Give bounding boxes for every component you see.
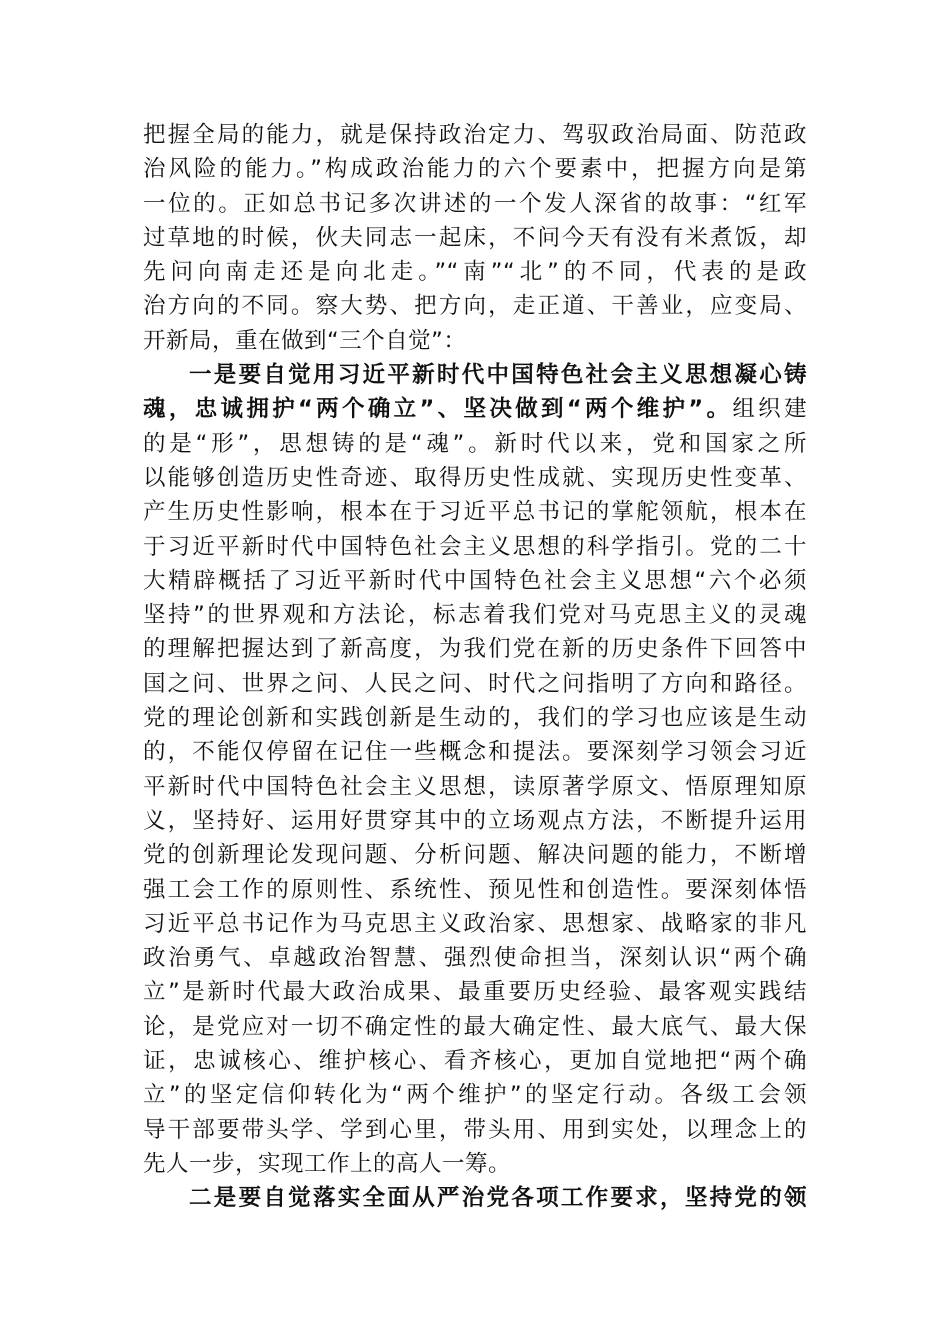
body-text: 习近平总书记作为马克思主义政治家、思想家、战略家的非凡 bbox=[143, 910, 807, 937]
text-line bbox=[143, 598, 807, 632]
body-text: 组织建 bbox=[732, 396, 807, 423]
text-line bbox=[143, 804, 807, 838]
text-line bbox=[143, 1078, 807, 1112]
body-text: 导干部要带头学、学到心里，带头用、用到实处，以理念上的 bbox=[143, 1116, 807, 1143]
body-text: 论，是党应对一切不确定性的最大确定性、最大底气、最大保 bbox=[143, 1013, 807, 1040]
text-line bbox=[143, 735, 807, 769]
body-text: 平新时代中国特色社会主义思想，读原著学原文、悟原理知原 bbox=[143, 773, 807, 800]
text-line bbox=[143, 975, 807, 1009]
text-line bbox=[143, 152, 807, 186]
body-text: 大精辟概括了习近平新时代中国特色社会主义思想“六个必须 bbox=[143, 567, 807, 594]
text-line bbox=[143, 1010, 807, 1044]
text-line bbox=[143, 1147, 807, 1181]
body-text: 治风险的能力。”构成政治能力的六个要素中，把握方向是第 bbox=[143, 156, 807, 183]
document-body bbox=[143, 118, 807, 1216]
body-text: 的是“形”，思想铸的是“魂”。新时代以来，党和国家之所 bbox=[143, 430, 807, 457]
body-text: 立”的坚定信仰转化为“两个维护”的坚定行动。各级工会领 bbox=[143, 1082, 807, 1109]
bold-lead-text: 一是要自觉用习近平新时代中国特色社会主义思想凝心铸 bbox=[189, 362, 807, 389]
body-text: 把握全局的能力，就是保持政治定力、驾驭政治局面、防范政 bbox=[143, 122, 807, 148]
body-text: 一位的。正如总书记多次讲述的一个发人深省的故事：“红军 bbox=[143, 190, 807, 217]
body-text: 国之问、世界之问、人民之问、时代之问指明了方向和路径。 bbox=[143, 670, 807, 697]
text-line bbox=[143, 358, 807, 392]
text-line bbox=[143, 118, 807, 152]
body-text: 立”是新时代最大政治成果、最重要历史经验、最客观实践结 bbox=[143, 979, 807, 1006]
body-text: 强工会工作的原则性、系统性、预见性和创造性。要深刻体悟 bbox=[143, 876, 807, 903]
body-text: 治方向的不同。察大势、把方向，走正道、干善业，应变局、 bbox=[143, 293, 807, 320]
text-line bbox=[143, 873, 807, 907]
text-line bbox=[143, 255, 807, 289]
body-text: 先问向南走还是向北走。”“南”“北”的不同，代表的是政 bbox=[143, 259, 807, 286]
text-line bbox=[143, 187, 807, 221]
body-text: 过草地的时候，伙夫同志一起床，不问今天有没有米煮饭，却 bbox=[143, 224, 807, 251]
body-text: 开新局，重在做到“三个自觉”： bbox=[143, 327, 467, 354]
body-text: 党的理论创新和实践创新是生动的，我们的学习也应该是生动 bbox=[143, 705, 807, 732]
text-line bbox=[143, 530, 807, 564]
bold-lead-text: 二是要自觉落实全面从严治党各项工作要求，坚持党的领 bbox=[189, 1185, 807, 1212]
text-line bbox=[143, 770, 807, 804]
text-line bbox=[143, 1113, 807, 1147]
body-text: 证，忠诚核心、维护核心、看齐核心，更加自觉地把“两个确 bbox=[143, 1048, 807, 1075]
body-text: 义，坚持好、运用好贯穿其中的立场观点方法，不断提升运用 bbox=[143, 807, 807, 834]
text-line bbox=[143, 564, 807, 598]
text-line bbox=[143, 461, 807, 495]
text-line bbox=[143, 221, 807, 255]
body-text: 产生历史性影响，根本在于习近平总书记的掌舵领航，根本在 bbox=[143, 499, 807, 526]
text-line bbox=[143, 667, 807, 701]
text-line bbox=[143, 427, 807, 461]
text-line bbox=[143, 907, 807, 941]
text-line bbox=[143, 495, 807, 529]
body-text: 政治勇气、卓越政治智慧、强烈使命担当，深刻认识“两个确 bbox=[143, 945, 807, 972]
text-line bbox=[143, 632, 807, 666]
text-line bbox=[143, 1044, 807, 1078]
text-line bbox=[143, 701, 807, 735]
text-line bbox=[143, 1181, 807, 1215]
bold-lead-text: 魂，忠诚拥护“两个确立”、坚决做到“两个维护”。 bbox=[143, 396, 733, 423]
body-text: 以能够创造历史性奇迹、取得历史性成就、实现历史性变革、 bbox=[143, 464, 807, 491]
body-text: 于习近平新时代中国特色社会主义思想的科学指引。党的二十 bbox=[143, 533, 807, 560]
body-text: 坚持”的世界观和方法论，标志着我们党对马克思主义的灵魂 bbox=[143, 602, 807, 629]
body-text: 的理解把握达到了新高度，为我们党在新的历史条件下回答中 bbox=[143, 636, 807, 663]
text-line bbox=[143, 941, 807, 975]
body-text: 的，不能仅停留在记住一些概念和提法。要深刻学习领会习近 bbox=[143, 739, 807, 766]
text-line bbox=[143, 392, 807, 426]
body-text: 先人一步，实现工作上的高人一筹。 bbox=[143, 1150, 512, 1177]
text-line bbox=[143, 289, 807, 323]
text-line bbox=[143, 838, 807, 872]
text-line bbox=[143, 324, 807, 358]
body-text: 党的创新理论发现问题、分析问题、解决问题的能力，不断增 bbox=[143, 842, 807, 869]
